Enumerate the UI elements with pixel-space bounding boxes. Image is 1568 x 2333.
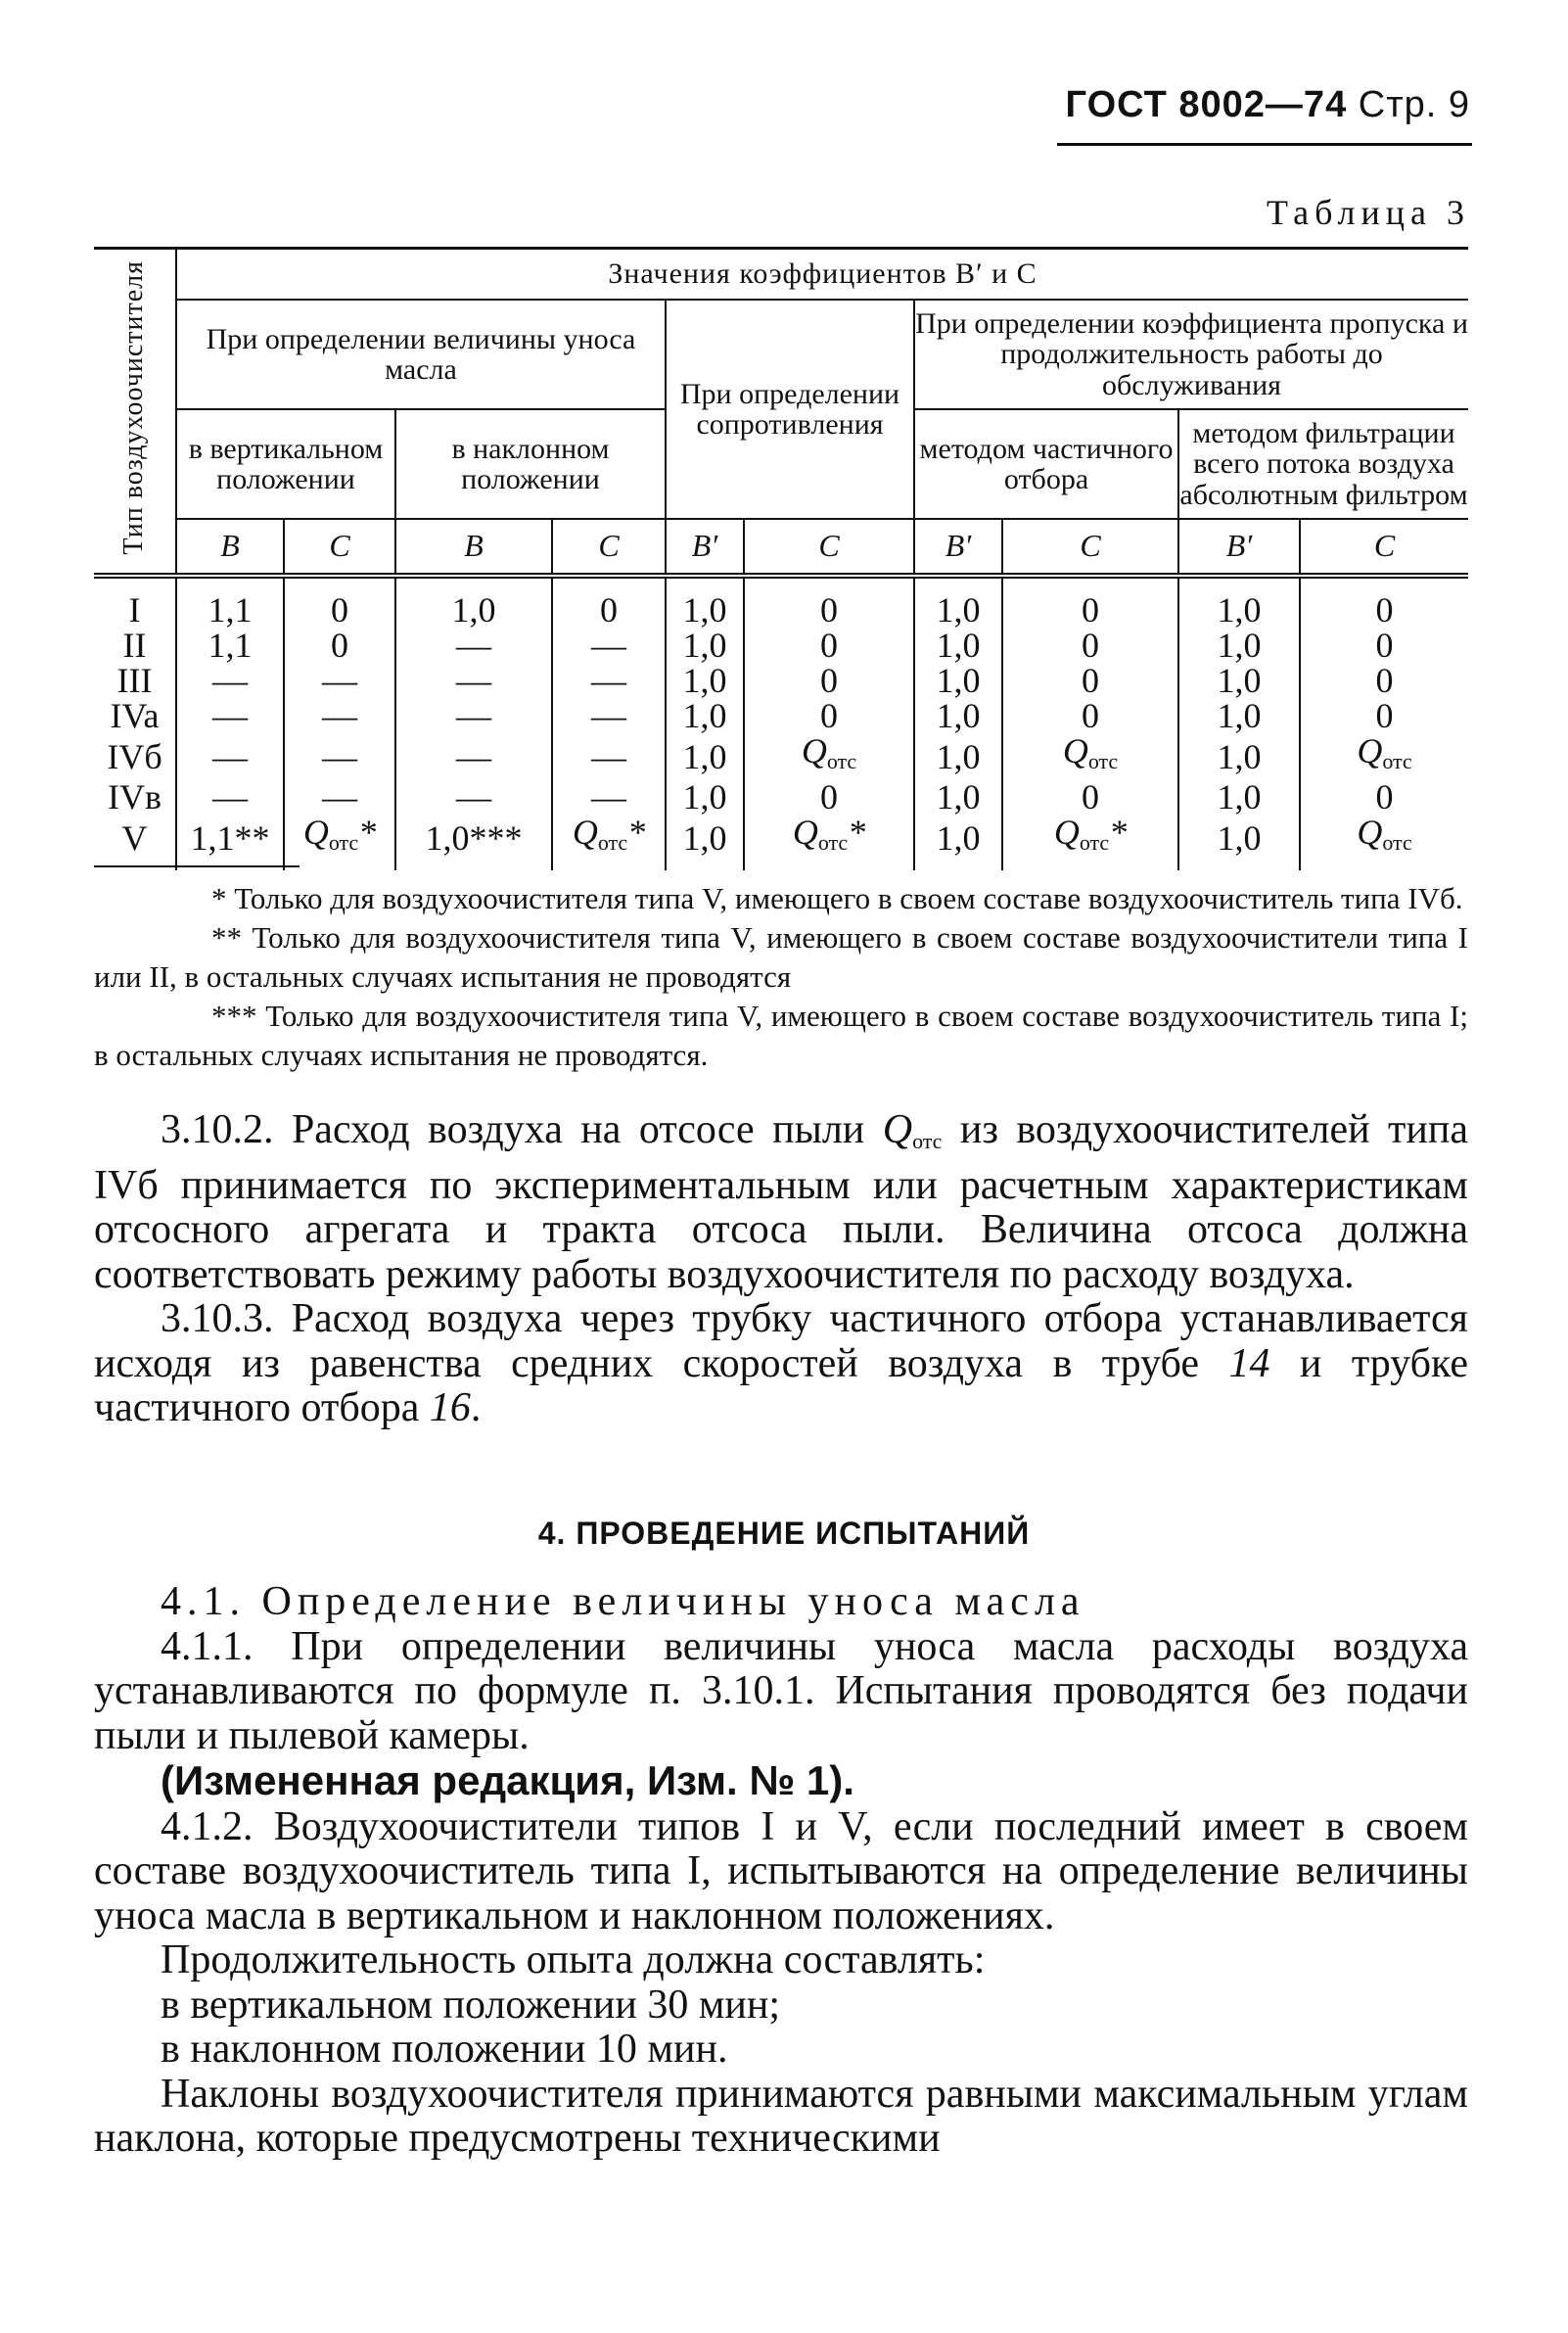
- body-block-1: [94, 1108, 1468, 1431]
- table-cell: 0: [744, 698, 914, 733]
- table-cell: 1,0: [1178, 628, 1300, 663]
- tube-number: 16: [429, 1385, 471, 1430]
- table-cell: 1,0: [666, 698, 744, 733]
- table-cell: —: [395, 663, 552, 698]
- header-doc: ГОСТ 8002—74: [1065, 84, 1348, 125]
- paragraph-4-1-2: 4.1.2. Воздухоочистители типов I и V, если последний имеет в своем составе воздухоочиститель типа I, испытываются на определение величины уноса масла в вертикальном и наклонном положениях.: [94, 1803, 1468, 1938]
- table-cell: 1,0: [1178, 576, 1300, 628]
- table-cell: —: [176, 663, 284, 698]
- row-type-cell: IVa: [110, 696, 160, 735]
- table-cell: $Q_{отс}*$: [744, 815, 914, 870]
- table-cell: 1,0: [914, 698, 1002, 733]
- paragraph-4-1-1: 4.1.1. При определении величины уноса масла расходы воздуха устанавливаются по формуле п. 3.10.1. Испытания проводятся без подачи пыли и пылевой камеры.: [94, 1623, 1468, 1758]
- paragraph-3-10-2: [94, 1108, 1468, 1297]
- table-cell: 0: [1300, 779, 1468, 815]
- sub-header-row: [94, 519, 1468, 576]
- table-cell: 0: [552, 576, 666, 628]
- coefficients-table: [94, 247, 1468, 870]
- table-end-rule: [94, 865, 300, 867]
- table-cell: —: [284, 663, 395, 698]
- duration-text: Продолжительность опыта должна составлять:: [161, 1937, 986, 1983]
- sub-header: B: [176, 519, 284, 576]
- table-cell: 1,0: [666, 733, 744, 779]
- table-cell: 0: [744, 628, 914, 663]
- table-cell: 1,0: [1178, 779, 1300, 815]
- table-cell: $Q_{отс}$: [744, 733, 914, 779]
- table-cell: $Q_{отс}*$: [552, 815, 666, 870]
- table-cell: 0: [1300, 663, 1468, 698]
- p3103-part-a: 3.10.3. Расход воздуха через трубку частичного отбора устанавливается исходя из равенства средних скоростей воздуха в трубе: [94, 1296, 1468, 1386]
- table-cell: 1,1: [176, 576, 284, 628]
- vertical-duration: в вертикальном положении 30 мин;: [161, 1982, 781, 2028]
- row-type-cell: IVв: [108, 777, 161, 817]
- sub-header: C: [552, 519, 666, 576]
- table-cell: $Q_{отс}*$: [1002, 815, 1178, 870]
- inclined-header: в наклонном положении: [395, 409, 666, 519]
- table-cell: 1,1**: [176, 815, 284, 870]
- table-row: [94, 815, 1468, 870]
- table-cell: 1,0: [914, 628, 1002, 663]
- table-cell: —: [552, 698, 666, 733]
- resistance-header: При определении сопротивления: [666, 300, 914, 519]
- table-cell: 0: [284, 628, 395, 663]
- table-cell: —: [395, 698, 552, 733]
- table-cell: 1,0: [666, 628, 744, 663]
- table-cell: 1,0: [1178, 698, 1300, 733]
- footnote-1: * Только для воздухоочистителя типа V, имеющего в своем составе воздухоочиститель типа IVб.: [211, 881, 1463, 915]
- inclined-duration: в наклонном положении 10 мин.: [161, 2027, 728, 2072]
- table-cell: 0: [1002, 576, 1178, 628]
- table-row: [94, 733, 1468, 779]
- last-paragraph: Наклоны воздухоочистителя принимаются равными максимальным углам наклона, которые предусмотрены техническими: [94, 2071, 1468, 2161]
- table-cell: —: [552, 779, 666, 815]
- table-cell: 0: [1300, 698, 1468, 733]
- sub-header: B′: [1178, 519, 1300, 576]
- table-row: [94, 698, 1468, 733]
- row-type-cell: IVб: [107, 736, 162, 776]
- type-header-text: Тип воздухоочистителя: [118, 260, 150, 556]
- table-cell: 0: [284, 576, 395, 628]
- footnote-3: *** Только для воздухоочистителя типа V, имеющего в своем составе воздухоочиститель типа I; в остальных случаях испытания не проводятся.: [94, 999, 1468, 1072]
- table-cell: 1,1: [176, 628, 284, 663]
- sub-header: B: [395, 519, 552, 576]
- sub-header: C: [1300, 519, 1468, 576]
- table-cell: 1,0: [914, 815, 1002, 870]
- table-cell: —: [395, 628, 552, 663]
- table-cell: $Q_{отс}$: [1002, 733, 1178, 779]
- table-cell: $Q_{отс}*$: [284, 815, 395, 870]
- table-cell: —: [176, 779, 284, 815]
- table-cell: 1,0: [666, 779, 744, 815]
- table-cell: 0: [1002, 779, 1178, 815]
- table-cell: 1,0: [914, 663, 1002, 698]
- table-cell: 1,0: [914, 779, 1002, 815]
- table-cell: —: [395, 733, 552, 779]
- table-cell: 1,0: [1178, 733, 1300, 779]
- partial-method-header: методом частичного отбора: [914, 409, 1178, 519]
- table-cell: 0: [744, 663, 914, 698]
- table-cell: 0: [1300, 628, 1468, 663]
- table-cell: 1,0: [666, 576, 744, 628]
- paragraph-3-10-2-text: 3.10.2. Расход воздуха на отсосе пыли $Q_{отс}$ из воздухоочистителей типа IVб принимается по экспериментальным или расчетным характеристикам отсосного агрегата и тракта отсоса пыли. Величина отсоса должна соответствовать режиму работы воздухоочистителя по расходу воздуха.: [94, 1107, 1468, 1297]
- oil-carryover-header: При определении величины уноса масла: [176, 300, 666, 409]
- table-cell: $Q_{отс}$: [1300, 815, 1468, 870]
- row-type-cell: III: [116, 661, 153, 700]
- table-row: [94, 779, 1468, 815]
- table-cell: —: [395, 779, 552, 815]
- header-rule: [1057, 143, 1472, 146]
- type-header: [94, 249, 176, 577]
- table-cell: 1,0: [666, 815, 744, 870]
- table-cell: —: [176, 698, 284, 733]
- footnotes: [94, 879, 1468, 1075]
- table-row: [94, 663, 1468, 698]
- table-cell: 1,0: [1178, 815, 1300, 870]
- body-block-2: [94, 1580, 1468, 2162]
- paragraph-4-1-text: 4.1. Определение величины уноса масла: [161, 1579, 1085, 1624]
- p3103-part-c: .: [470, 1385, 482, 1430]
- row-type-cell: V: [121, 817, 148, 858]
- page-header: [1066, 84, 1470, 126]
- filter-method-header: методом фильтрации всего потока воздуха абсолютным фильтром: [1178, 409, 1468, 519]
- pipe-number: 14: [1228, 1340, 1270, 1386]
- paragraph-4-1: [94, 1580, 1468, 1625]
- sub-header: B′: [666, 519, 744, 576]
- table-cell: 0: [744, 779, 914, 815]
- table-cell: 0: [1002, 628, 1178, 663]
- table-cell: 0: [744, 576, 914, 628]
- table-cell: 1,0: [914, 733, 1002, 779]
- vertical-header: в вертикальном положении: [176, 409, 395, 519]
- table-cell: 0: [1300, 576, 1468, 628]
- table-cell: 0: [1002, 663, 1178, 698]
- header-page: Стр. 9: [1358, 84, 1470, 125]
- table-cell: 1,0: [914, 576, 1002, 628]
- footnote-2: ** Только для воздухоочистителя типа V, имеющего в своем составе воздухоочистители типа I или II, в остальных случаях испытания не проводятся: [94, 920, 1468, 994]
- table-cell: —: [176, 733, 284, 779]
- table-cell: —: [552, 663, 666, 698]
- row-type-cell: II: [122, 626, 147, 665]
- table-row: [94, 576, 1468, 628]
- table-cell: 1,0: [1178, 663, 1300, 698]
- table-cell: 1,0***: [395, 815, 552, 870]
- table-cell: 1,0: [395, 576, 552, 628]
- table-cell: —: [552, 628, 666, 663]
- p3103-part-b: и трубке частичного отбора: [94, 1340, 1468, 1430]
- table-cell: 1,0: [666, 663, 744, 698]
- table-cell: $Q_{отс}$: [1300, 733, 1468, 779]
- table-cell: —: [284, 698, 395, 733]
- sub-header: C: [1002, 519, 1178, 576]
- table-caption: Таблица 3: [1267, 193, 1470, 232]
- table-cell: —: [552, 733, 666, 779]
- table-cell: —: [284, 779, 395, 815]
- edition-note: [94, 1758, 1468, 1805]
- coef-group-header: Значения коэффициентов B′ и C: [176, 249, 1468, 301]
- edition-note-text: (Измененная редакция, Изм. № 1).: [161, 1757, 854, 1803]
- table-cell: 0: [1002, 698, 1178, 733]
- table-cell: —: [284, 733, 395, 779]
- table-row: [94, 628, 1468, 663]
- pass-coef-header: При определении коэффициента пропуска и продолжительность работы до обслуживания: [914, 300, 1468, 409]
- section-heading: 4. ПРОВЕДЕНИЕ ИСПЫТАНИЙ: [537, 1516, 1031, 1551]
- paragraph-3-10-3: [94, 1297, 1468, 1431]
- sub-header: C: [284, 519, 395, 576]
- sub-header: B′: [914, 519, 1002, 576]
- table-body: [94, 576, 1468, 870]
- row-type-cell: I: [128, 590, 141, 630]
- sub-header: C: [744, 519, 914, 576]
